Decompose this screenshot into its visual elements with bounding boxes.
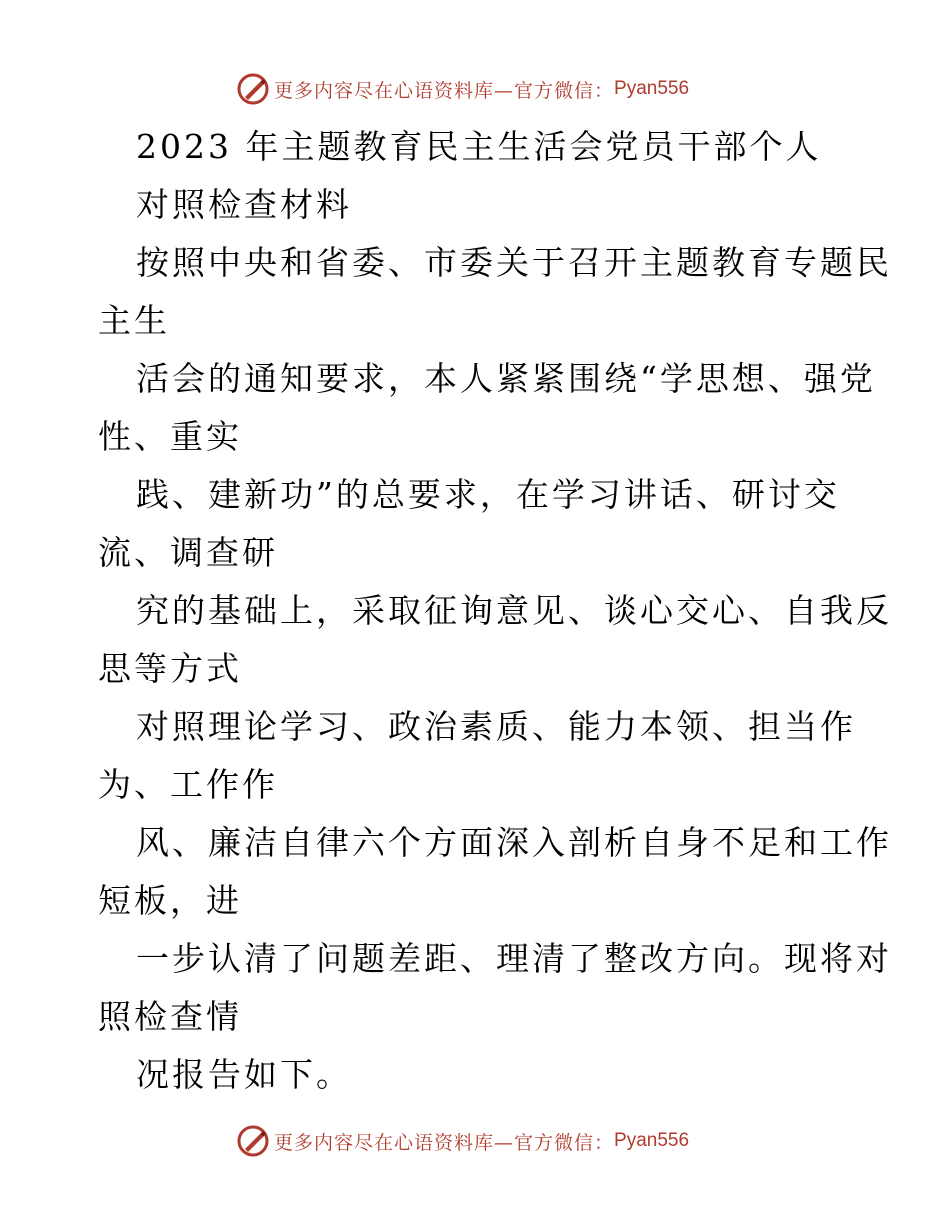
document-line: 主生 bbox=[98, 301, 170, 340]
document-line: 活会的通知要求，本人紧紧围绕“学思想、强党 bbox=[136, 359, 876, 398]
header-wechat-id: Pyan556 bbox=[614, 78, 690, 99]
footer-wechat-id: Pyan556 bbox=[614, 1130, 690, 1151]
document-line: 流、调查研 bbox=[98, 533, 278, 572]
document-line: 为、工作作 bbox=[98, 765, 278, 804]
header-banner-text: 更多内容尽在心语资料库—官方微信： bbox=[274, 79, 615, 102]
document-line: 究的基础上，采取征询意见、谈心交心、自我反 bbox=[136, 591, 892, 630]
document-line: 践、建新功”的总要求，在学习讲话、研讨交 bbox=[136, 475, 840, 514]
document-line: 风、廉洁自律六个方面深入剖析自身不足和工作 bbox=[136, 823, 892, 862]
document-line: 短板，进 bbox=[98, 881, 242, 920]
pen-logo-icon bbox=[236, 1124, 270, 1158]
pen-logo-icon bbox=[236, 72, 270, 106]
header-watermark-banner bbox=[236, 72, 689, 106]
document-line: 对照检查材料 bbox=[136, 185, 352, 224]
document-line: 性、重实 bbox=[98, 417, 242, 456]
document-line: 一步认清了问题差距、理清了整改方向。现将对 bbox=[136, 939, 892, 978]
document-line: 对照理论学习、政治素质、能力本领、担当作 bbox=[136, 707, 856, 746]
footer-banner-text: 更多内容尽在心语资料库—官方微信： bbox=[274, 1131, 615, 1154]
document-line: 思等方式 bbox=[98, 649, 242, 688]
document-line: 2023 年主题教育民主生活会党员干部个人 bbox=[136, 127, 822, 166]
document-line: 按照中央和省委、市委关于召开主题教育专题民 bbox=[136, 243, 892, 282]
footer-watermark-banner bbox=[236, 1124, 689, 1158]
document-line: 照检查情 bbox=[98, 997, 242, 1036]
document-body bbox=[98, 118, 892, 1104]
document-line: 况报告如下。 bbox=[136, 1055, 352, 1094]
